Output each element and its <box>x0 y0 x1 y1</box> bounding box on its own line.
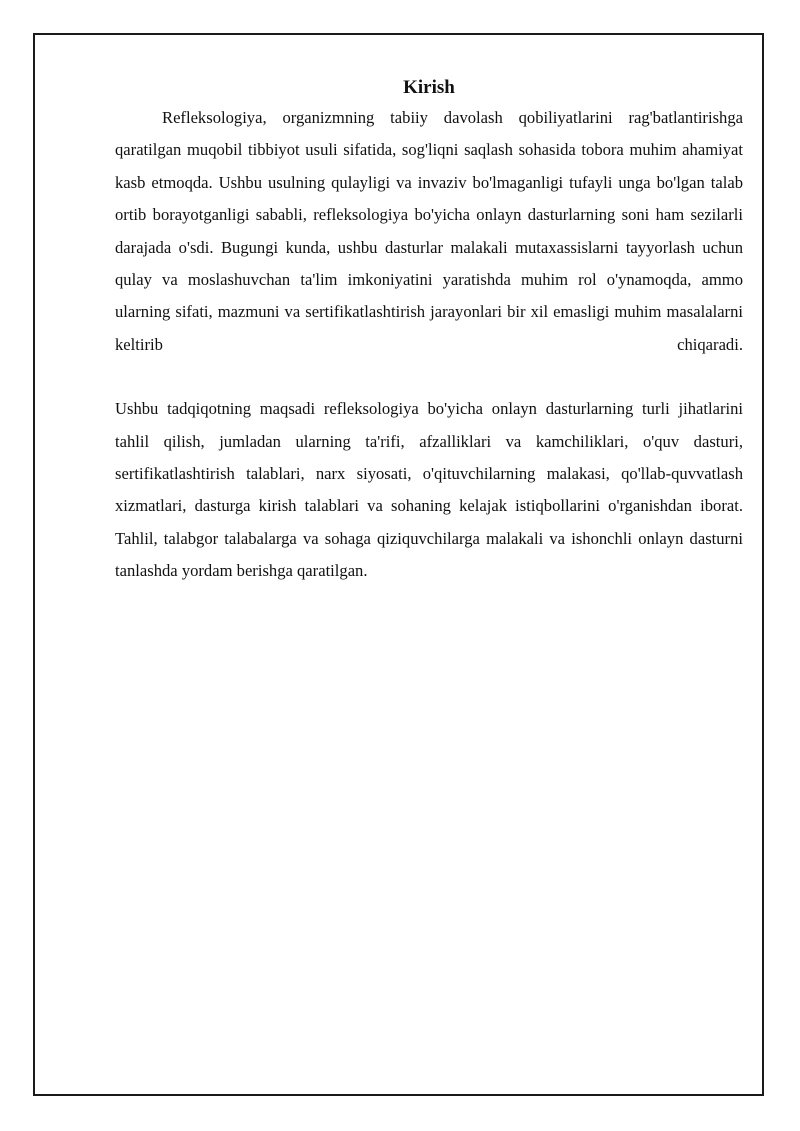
page-content <box>115 74 743 588</box>
purpose-paragraph: Ushbu tadqiqotning maqsadi refleksologiya bo'yicha onlayn dasturlarning turli jihatlarini tahlil qilish, jumladan ularning ta'rifi, afzalliklari va kamchiliklari, o'quv dasturi, sertifikatlashtirish talablari, narx siyosati, o'qituvchilarning malakasi, qo'llab-quvvatlash xizmatlari, dasturga kirish talablari va sohaning kelajak istiqbollarini o'rganishdan iborat. Tahlil, talabgor talabalarga va sohaga qiziquvchilarga malakali va ishonchli onlayn dasturni tanlashda yordam berishga qaratilgan. <box>115 399 743 581</box>
document-title: Kirish <box>403 77 455 98</box>
intro-paragraph: Refleksologiya, organizmning tabiiy davolash qobiliyatlarini rag'batlantirishga qaratilgan muqobil tibbiyot usuli sifatida, sog'liqni saqlash sohasida tobora muhim ahamiyat kasb etmoqda. Ushbu usulning qulayligi va invaziv bo'lmaganligi tufayli unga bo'lgan talab ortib borayotganligi sababli, refleksologiya bo'yicha onlayn dasturlarning soni ham sezilarli darajada o'sdi. Bugungi kunda, ushbu dasturlar malakali mutaxassislarni tayyorlash uchun qulay va moslashuvchan ta'lim imkoniyatini yaratishda muhim rol o'ynamoqda, ammo ularning sifati, mazmuni va sertifikatlashtirish jarayonlari bir xil emasligi muhim masalalarni keltirib chiqaradi. <box>115 108 743 354</box>
